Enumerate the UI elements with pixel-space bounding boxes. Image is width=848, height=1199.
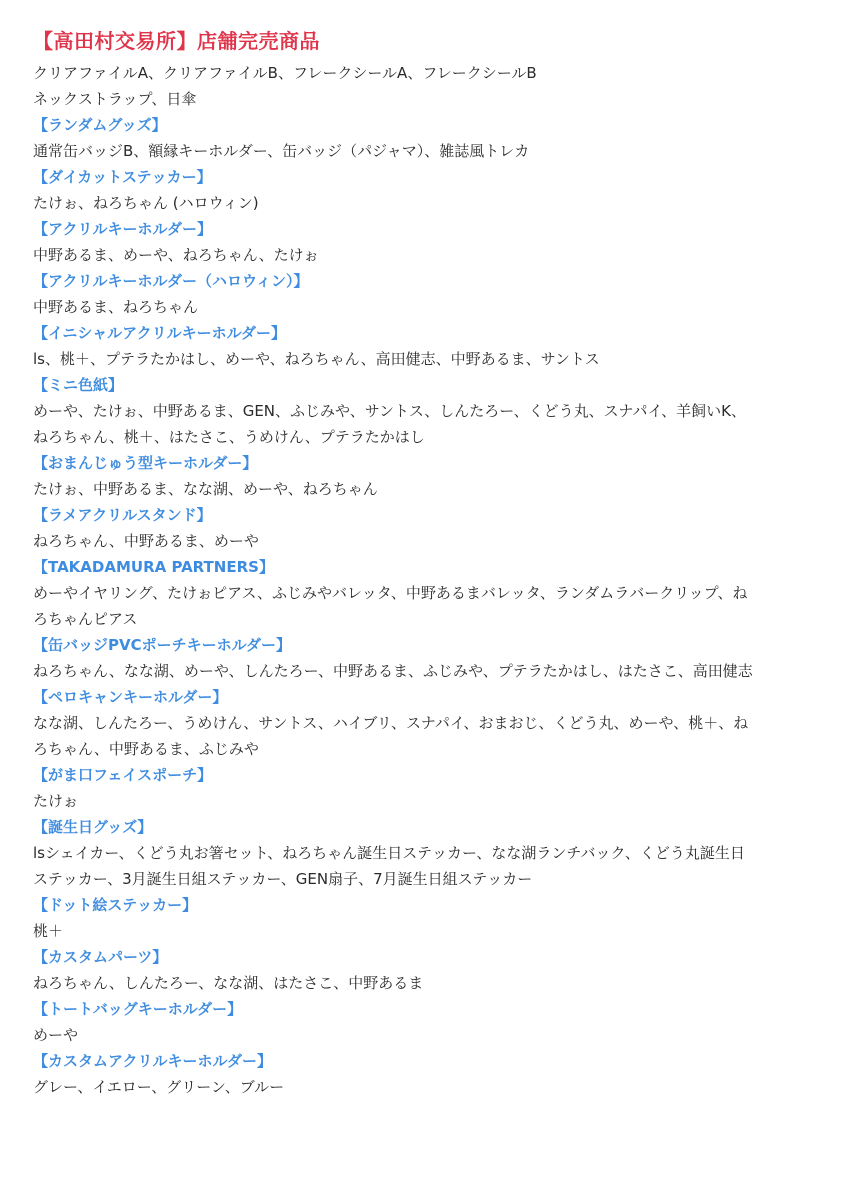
section-heading: 【アクリルキーホルダー（ハロウィン）】 [33,272,309,290]
product-section [33,216,823,268]
section-heading: 【おまんじゅう型キーホルダー】 [33,454,258,472]
section-heading: 【イニシャルアクリルキーホルダー】 [33,324,287,342]
product-section [33,164,823,216]
section-heading: 【ランダムグッズ】 [33,116,167,134]
section-heading: 【ラメアクリルスタンド】 [33,506,212,524]
section-item-line: ねろちゃん、なな湖、めーや、しんたろー、中野あるま、ふじみや、プテラたかはし、はたさこ、高田健志 [33,662,753,680]
page-title: 【高田村交易所】店舗完売商品 [33,29,320,53]
section-item-line: 桃＋ [33,922,64,940]
section-item-line: 中野あるま、めーや、ねろちゃん、たけぉ [33,246,319,264]
section-heading: 【誕生日グッズ】 [33,818,153,836]
section-item-line: 中野あるま、ねろちゃん [33,298,199,316]
product-section [33,996,823,1048]
section-item-line: なな湖、しんたろー、うめけん、サントス、ハイブリ、スナパイ、おまおじ、くどう丸、めーや、桃＋、ね [33,714,749,732]
section-item-line: lsシェイカー、くどう丸お箸セット、ねろちゃん誕生日ステッカー、なな湖ランチバック、くどう丸誕生日 [33,844,745,862]
product-section [33,372,823,450]
intro-line: クリアファイルA、クリアファイルB、フレークシールA、フレークシールB [33,64,537,82]
product-section [33,554,823,632]
section-heading: 【ミニ色紙】 [33,376,124,394]
section-item-line: グレー、イエロー、グリーン、ブルー [33,1078,285,1096]
section-item-line: ねろちゃん、桃＋、はたさこ、うめけん、プテラたかはし [33,428,425,446]
section-heading: 【トートバッグキーホルダー】 [33,1000,243,1018]
section-heading: 【ドット絵ステッカー】 [33,896,198,914]
product-section [33,268,823,320]
intro-line: ネックストラップ、日傘 [33,90,197,108]
section-item-line: ろちゃん、中野あるま、ふじみや [33,740,259,758]
product-section [33,112,823,164]
section-heading: 【ダイカットステッカー】 [33,168,212,186]
section-item-line: 通常缶バッジB、額縁キーホルダー、缶バッジ（パジャマ）、雑誌風トレカ [33,142,530,160]
section-heading: 【アクリルキーホルダー】 [33,220,212,238]
product-section [33,684,823,762]
product-section [33,814,823,892]
section-item-line: ろちゃんピアス [33,610,138,628]
section-heading: 【がま口フェイスポーチ】 [33,766,213,784]
section-item-line: たけぉ、中野あるま、なな湖、めーや、ねろちゃん [33,480,378,498]
product-section [33,320,823,372]
section-item-line: めーや、たけぉ、中野あるま、GEN、ふじみや、サントス、しんたろー、くどう丸、スナパイ、羊飼いK、 [33,402,746,420]
product-section [33,502,823,554]
intro-block [33,60,823,112]
sections-list [33,112,823,1100]
section-heading: 【缶バッジPVCポーチキーホルダー】 [33,636,292,654]
section-heading: 【カスタムアクリルキーホルダー】 [33,1052,272,1070]
document-page [33,28,823,1100]
product-section [33,762,823,814]
section-heading: 【ペロキャンキーホルダー】 [33,688,228,706]
section-heading: 【カスタムパーツ】 [33,948,168,966]
product-section [33,944,823,996]
section-item-line: たけぉ、ねろちゃん (ハロウィン) [33,194,259,212]
section-item-line: めーや [33,1026,79,1044]
product-section [33,892,823,944]
product-section [33,1048,823,1100]
section-item-line: たけぉ [33,792,79,810]
section-item-line: ステッカー、3月誕生日組ステッカー、GEN扇子、7月誕生日組ステッカー [33,870,533,888]
product-section [33,632,823,684]
product-section [33,450,823,502]
section-item-line: ねろちゃん、しんたろー、なな湖、はたさこ、中野あるま [33,974,424,992]
section-item-line: めーやイヤリング、たけぉピアス、ふじみやバレッタ、中野あるまバレッタ、ランダムラバークリップ、ね [33,584,748,602]
section-item-line: ls、桃＋、プテラたかはし、めーや、ねろちゃん、高田健志、中野あるま、サントス [33,350,600,368]
section-heading: 【TAKADAMURA PARTNERS】 [33,558,274,576]
section-item-line: ねろちゃん、中野あるま、めーや [33,532,259,550]
